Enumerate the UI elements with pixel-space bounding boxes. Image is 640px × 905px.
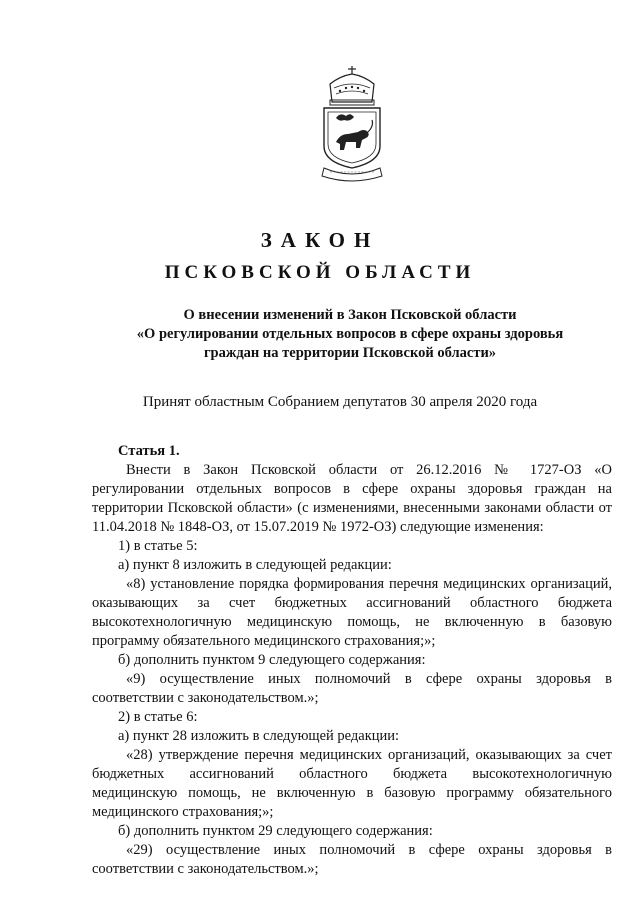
paragraph: б) дополнить пунктом 9 следующего содержания: (118, 652, 426, 668)
paragraph: «29) осуществление иных полномочий в сфере охраны здоровья в соответствии с законодательством.»; (92, 842, 612, 877)
paragraph: «9) осуществление иных полномочий в сфере охраны здоровья в соответствии с законодательством.»; (92, 671, 612, 706)
subtitle-line: О внесении изменений в Закон Псковской области (183, 307, 517, 323)
subtitle-line: «О регулировании отдельных вопросов в сфере охраны здоровья (136, 326, 564, 342)
article-body (92, 442, 612, 879)
pskov-coat-of-arms-icon (310, 62, 394, 184)
subtitle-line: граждан на территории Псковской области» (203, 345, 497, 361)
paragraph: «28) утверждение перечня медицинских организаций, оказывающих за счет бюджетных ассигнований областного бюджета высокотехнологичную медицинскую помощь, не включенную в базовую программу обязательного медицинского страхования;»; (92, 747, 612, 820)
article-heading: Статья 1. (118, 443, 180, 459)
paragraph: 2) в статье 6: (118, 709, 198, 725)
paragraph: «8) установление порядка формирования перечня медицинских организаций, оказывающих за счет бюджетных ассигнований областного бюджета высокотехнологичную медицинскую помощь, не включенную в базовую программу обязательного медицинского страхования;»; (92, 576, 612, 649)
paragraph: 1) в статье 5: (118, 538, 198, 554)
region-title: ПСКОВСКОЙ ОБЛАСТИ (164, 262, 476, 283)
paragraph: а) пункт 28 изложить в следующей редакции: (118, 728, 400, 744)
law-title: ЗАКОН (260, 228, 380, 252)
law-subtitle (110, 306, 590, 363)
paragraph: Внести в Закон Псковской области от 26.12.2016 № 1727-ОЗ «О регулировании отдельных вопросов в сфере охраны здоровья граждан на территории Псковской области» (с изменениями, внесенными законами области от 11.04.2018 № 1848-ОЗ, от 15.07.2019 № 1972-ОЗ) следующие изменения: (92, 462, 612, 535)
adoption-note: Принят областным Собранием депутатов 30 апреля 2020 года (142, 394, 538, 410)
paragraph: а) пункт 8 изложить в следующей редакции: (118, 557, 392, 573)
paragraph: б) дополнить пунктом 29 следующего содержания: (118, 823, 433, 839)
